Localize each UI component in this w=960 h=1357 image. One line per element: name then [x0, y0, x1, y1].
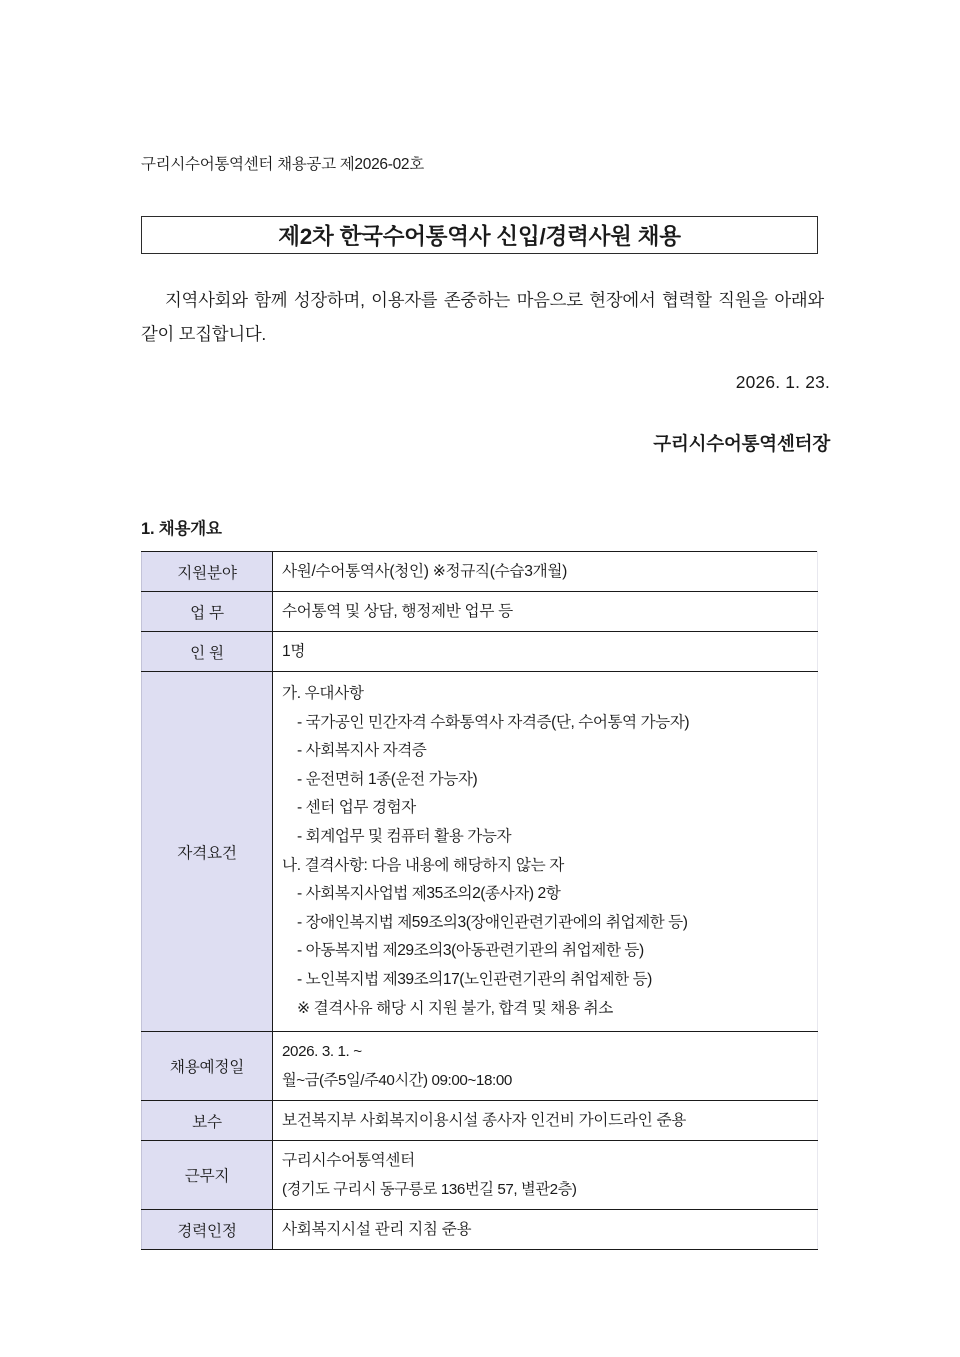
disqualification-note: ※ 결격사유 해당 시 지원 불가, 합격 및 채용 취소 [297, 999, 613, 1017]
qualification-item: - 운전면허 1종(운전 가능자) [297, 770, 478, 788]
disqualification-item: - 장애인복지법 제59조의3(장애인관련기관에의 취업제한 등) [297, 913, 688, 931]
row-label-qualifications: 자격요건 [142, 672, 273, 1032]
qualification-item: - 사회복지사 자격증 [297, 742, 427, 760]
qualification-group-title-disqualification: 나. 결격사항: 다음 내용에 해당하지 않는 자 [282, 856, 564, 874]
row-label-career-recognition: 경력인정 [142, 1210, 273, 1250]
value-line: 사원/수어통역사(청인) ※정규직(수습3개월) [282, 563, 567, 580]
announcement-date: 2026. 1. 23. [735, 372, 830, 392]
disqualification-item: - 아동복지법 제29조의3(아동관련기관의 취업제한 등) [297, 942, 644, 960]
intro-line-1: 지역사회와 함께 성장하며, 이용자를 존중하는 마음으로 현장에서 협력할 [165, 290, 712, 310]
announcement-title-box [141, 216, 818, 254]
row-label-workplace: 근무지 [142, 1141, 273, 1210]
qualification-group-title-preferred: 가. 우대사항 [282, 685, 364, 702]
value-line: 1명 [282, 643, 306, 660]
row-value-qualifications [273, 672, 818, 1032]
qualification-item: - 회계업무 및 컴퓨터 활용 가능자 [297, 827, 512, 845]
section-heading-recruitment-overview: 1. 채용개요 [141, 520, 222, 538]
intro-paragraph [141, 283, 824, 351]
value-line: (경기도 구리시 동구릉로 136번길 57, 별관2층) [282, 1181, 577, 1199]
value-line: 구리시수어통역센터 [282, 1152, 415, 1170]
row-label-headcount: 인 원 [142, 632, 273, 672]
table-row-qualifications [142, 672, 818, 1032]
value-line: 월~금(주5일/주40시간) 09:00~18:00 [282, 1072, 512, 1090]
table-row [142, 1210, 818, 1250]
signature-line: 구리시수어통역센터장 [653, 433, 830, 454]
row-value-start-date [273, 1032, 818, 1101]
table-row [142, 592, 818, 632]
row-label-start-date: 채용예정일 [142, 1032, 273, 1101]
document-number: 구리시수어통역센터 채용공고 제2026-02호 [141, 156, 424, 173]
row-value-salary [273, 1101, 818, 1141]
page-title: 제2차 한국수어통역사 신입/경력사원 채용 [278, 224, 681, 249]
qualification-item: - 국가공인 민간자격 수화통역사 자격증(단, 수어통역 가능자) [297, 713, 690, 731]
row-value-duties [273, 592, 818, 632]
recruitment-overview-table [141, 551, 818, 1250]
qualification-item: - 센터 업무 경험자 [297, 799, 416, 817]
intro-line-2: 직원을 아래와 같이 모집합니다. [141, 290, 824, 344]
row-value-headcount [273, 632, 818, 672]
table-row [142, 1101, 818, 1141]
value-line: 수어통역 및 상담, 행정제반 업무 등 [282, 603, 513, 620]
table-row [142, 552, 818, 592]
value-line: 보건복지부 사회복지이용시설 종사자 인건비 가이드라인 준용 [282, 1112, 687, 1130]
row-value-career-recognition [273, 1210, 818, 1250]
row-value-workplace [273, 1141, 818, 1210]
qualification-list [282, 680, 817, 1023]
table-row [142, 1141, 818, 1210]
value-line: 사회복지시설 관리 지침 준용 [282, 1221, 472, 1239]
row-label-salary: 보수 [142, 1101, 273, 1141]
row-label-duties: 업 무 [142, 592, 273, 632]
disqualification-item: - 노인복지법 제39조의17(노인관련기관의 취업제한 등) [297, 970, 652, 988]
row-value-field [273, 552, 818, 592]
value-line: 2026. 3. 1. ~ [282, 1043, 362, 1061]
disqualification-item: - 사회복지사업법 제35조의2(종사자) 2항 [297, 885, 561, 903]
row-label-field: 지원분야 [142, 552, 273, 592]
table-row [142, 632, 818, 672]
table-row [142, 1032, 818, 1101]
